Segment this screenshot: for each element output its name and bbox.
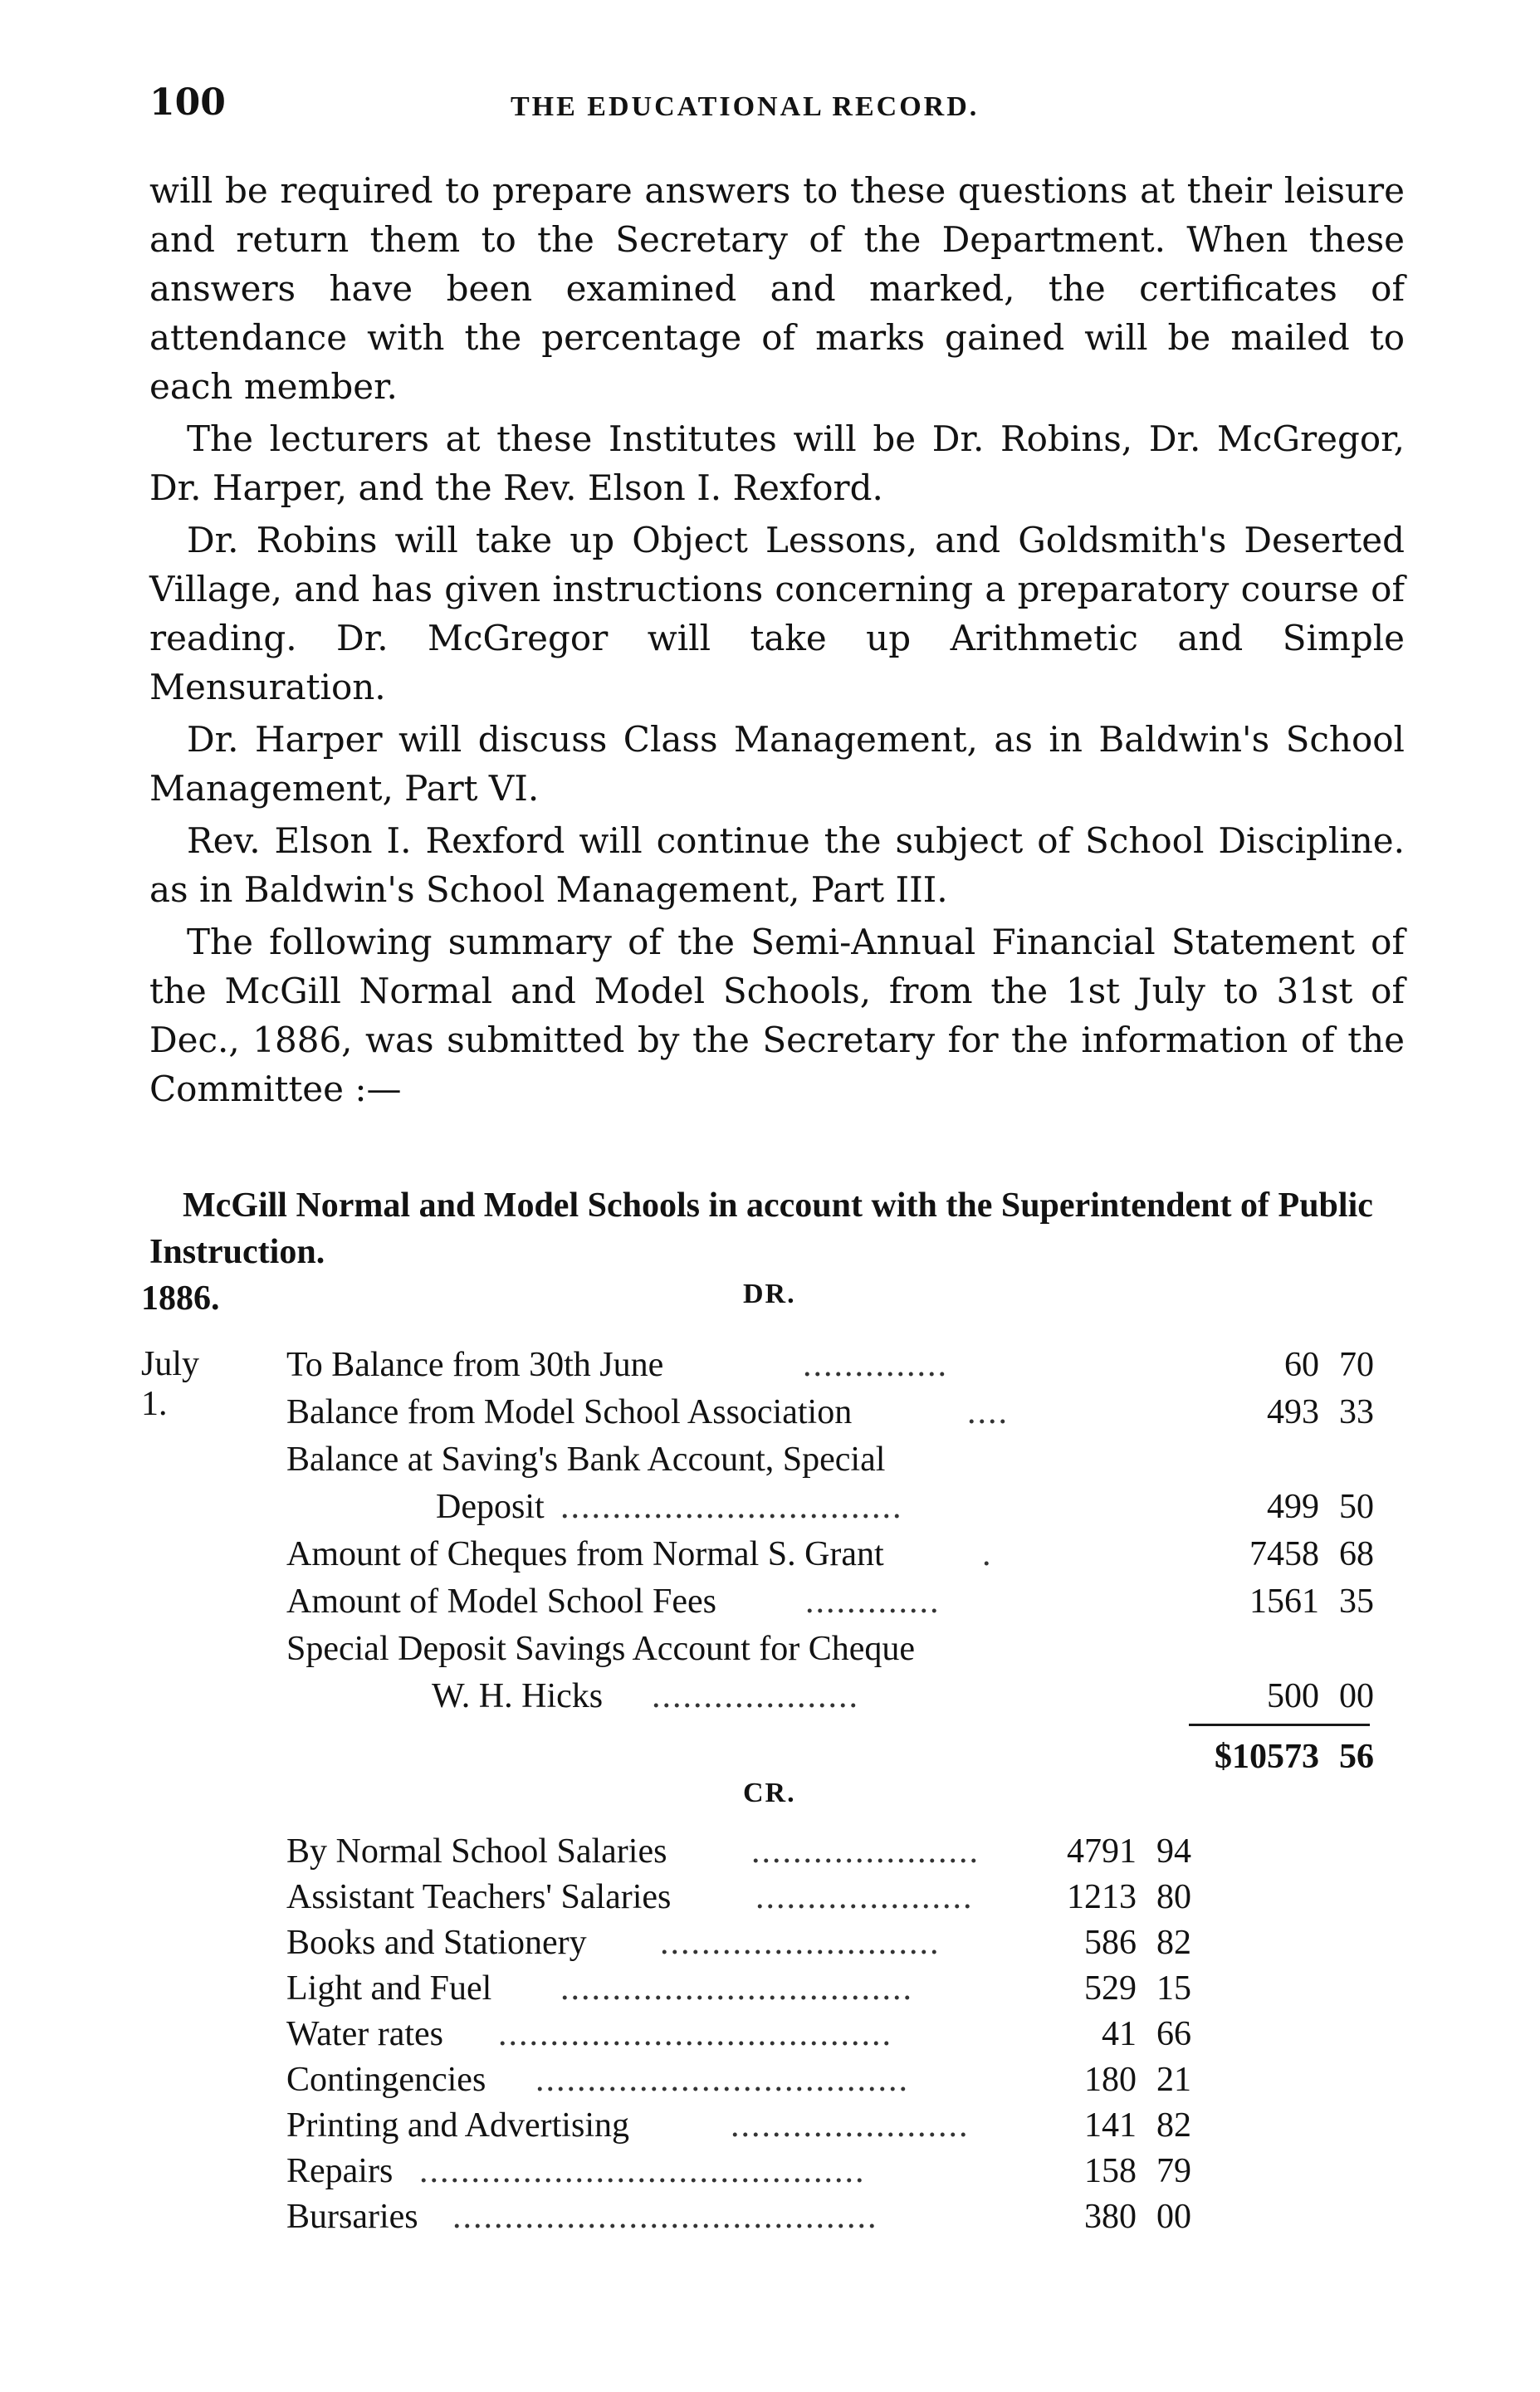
debit-heading: DR.: [743, 1279, 796, 1309]
dollars: 141: [1084, 2106, 1137, 2145]
credit-amount: [1084, 1968, 1191, 2009]
page-header: [149, 81, 1403, 131]
debit-amount: [1267, 1675, 1374, 1717]
dollars: 500: [1267, 1677, 1319, 1715]
credit-amount: [1084, 1922, 1191, 1964]
credit-amount: [1067, 1831, 1191, 1872]
debit-row: [286, 1439, 1374, 1480]
credit-description: Printing and Advertising: [286, 2106, 629, 2145]
credit-amount: [1102, 2013, 1191, 2055]
debit-row: [286, 1628, 1374, 1670]
dollars: 499: [1267, 1488, 1319, 1526]
credit-description: By Normal School Salaries: [286, 1832, 667, 1871]
credit-description: Assistant Teachers' Salaries: [286, 1878, 672, 1916]
debit-description: W. H. Hicks: [432, 1677, 604, 1715]
debit-description: Balance at Saving's Bank Account, Special: [286, 1441, 886, 1479]
leader-dots: ...........................................: [419, 2152, 866, 2190]
paragraph: Dr. Harper will discuss Class Management, as in Baldwin's School Management, Part VI.: [149, 719, 1405, 809]
cents: 94: [1156, 1832, 1191, 1871]
leader-dots: .....................: [755, 1878, 974, 1916]
credit-row: [286, 1831, 1191, 1872]
credit-row: [286, 2196, 1191, 2238]
dollars: 380: [1084, 2198, 1137, 2236]
dollars: 7458: [1249, 1535, 1319, 1573]
debit-row: [286, 1486, 1374, 1528]
credit-amount: [1084, 2196, 1191, 2238]
cents: 00: [1339, 1677, 1374, 1715]
dollars: 1561: [1249, 1582, 1319, 1621]
body-text: [149, 166, 1405, 1117]
credit-description: Repairs: [286, 2152, 394, 2190]
leader-dots: .......................: [731, 2106, 970, 2145]
cents: 79: [1156, 2152, 1191, 2190]
debit-amount: [1249, 1581, 1374, 1622]
statement-title: McGill Normal and Model Schools in account with the Superintendent of Public Instruction.: [149, 1186, 1373, 1271]
credit-row: [286, 1876, 1191, 1918]
debit-amount: [1284, 1344, 1374, 1386]
cents: 80: [1156, 1878, 1191, 1916]
dollars: 158: [1084, 2152, 1137, 2190]
debit-amount: [1249, 1534, 1374, 1575]
paragraph: The lecturers at these Institutes will be Dr. Robins, Dr. McGregor, Dr. Harper, and the Rev. Elson I. Rexford.: [149, 418, 1405, 508]
credit-description: Water rates: [286, 2015, 443, 2053]
credit-description: Books and Stationery: [286, 1924, 587, 1962]
debit-row: [286, 1675, 1374, 1717]
credit-description: Contingencies: [286, 2061, 486, 2099]
leader-dots: ....: [967, 1393, 1009, 1431]
leader-dots: ..............: [803, 1346, 948, 1384]
debit-description: Amount of Model School Fees: [286, 1582, 716, 1621]
cents: 82: [1156, 1924, 1191, 1962]
debit-amount: [1267, 1486, 1374, 1528]
cents: 21: [1156, 2061, 1191, 2099]
debit-description: Amount of Cheques from Normal S. Grant: [286, 1535, 884, 1573]
credit-amount: [1084, 2059, 1191, 2101]
debit-row: [286, 1534, 1374, 1575]
credit-heading: CR.: [743, 1778, 796, 1808]
credit-amount: [1084, 2105, 1191, 2146]
cents: 68: [1339, 1535, 1374, 1573]
dollars: 493: [1267, 1393, 1319, 1431]
paragraph: Rev. Elson I. Rexford will continue the subject of School Discipline. as in Baldwin's School Management, Part III.: [149, 820, 1405, 910]
leader-dots: .: [982, 1535, 993, 1573]
cents: 70: [1339, 1346, 1374, 1384]
cents: 00: [1156, 2198, 1191, 2236]
leader-dots: ......................: [751, 1832, 980, 1871]
credit-amount: [1067, 1876, 1191, 1918]
statement-year: 1886.: [141, 1279, 220, 1318]
cents: 33: [1339, 1393, 1374, 1431]
leader-dots: .................................: [560, 1488, 903, 1526]
debit-total: [1162, 1737, 1374, 1777]
dollars: 4791: [1067, 1832, 1137, 1871]
leader-dots: ......................................: [498, 2015, 892, 2053]
paragraph: will be required to prepare answers to these questions at their leisure and return them to the Secretary of the Department. When these answers have been examined and marked, the certificates of attendance with the percentage of marks gained will be mailed to each member.: [149, 170, 1405, 407]
debit-description: Balance from Model School Association: [286, 1393, 853, 1431]
paragraph: The following summary of the Semi-Annual Financial Statement of the McGill Normal and Model Schools, from the 1st July to 31st of Dec., 1886, was submitted by the Secretary for the information of the Committee :—: [149, 922, 1405, 1109]
total-cents: 56: [1339, 1738, 1374, 1776]
entry-date: July 1.: [141, 1345, 200, 1423]
leader-dots: .........................................: [452, 2198, 878, 2236]
debit-description: Special Deposit Savings Account for Cheque: [286, 1630, 916, 1668]
total-rule: [1189, 1724, 1370, 1726]
cents: 15: [1156, 1969, 1191, 2008]
debit-row: [286, 1581, 1374, 1622]
leader-dots: ....................................: [535, 2061, 909, 2099]
debit-description: To Balance from 30th June: [286, 1346, 664, 1384]
running-head: THE EDUCATIONAL RECORD.: [511, 91, 980, 122]
page-number: 100: [149, 81, 226, 124]
credit-row: [286, 2150, 1191, 2192]
cents: 35: [1339, 1582, 1374, 1621]
credit-description: Light and Fuel: [286, 1969, 492, 2008]
debit-row: [286, 1392, 1374, 1433]
dollars: 586: [1084, 1924, 1137, 1962]
credit-description: Bursaries: [286, 2198, 418, 2236]
credit-row: [286, 2105, 1191, 2146]
debit-description: Deposit: [436, 1488, 545, 1526]
dollars: 41: [1102, 2015, 1137, 2053]
total-dollars: $10573: [1215, 1738, 1319, 1776]
credit-row: [286, 1968, 1191, 2009]
debit-amount: [1267, 1392, 1374, 1433]
dollars: 529: [1084, 1969, 1137, 2008]
leader-dots: ..................................: [560, 1969, 913, 2008]
leader-dots: .............: [805, 1582, 941, 1621]
leader-dots: ....................: [652, 1677, 859, 1715]
credit-amount: [1084, 2150, 1191, 2192]
credit-row: [286, 1922, 1191, 1964]
leader-dots: ...........................: [660, 1924, 941, 1962]
cents: 66: [1156, 2015, 1191, 2053]
credit-row: [286, 2059, 1191, 2101]
dollars: 60: [1284, 1346, 1319, 1384]
debit-row: [286, 1344, 1374, 1386]
paragraph: Dr. Robins will take up Object Lessons, and Goldsmith's Deserted Village, and has given instructions concerning a preparatory course of reading. Dr. McGregor will take up Arithmetic and Simple Mensuration.: [149, 520, 1405, 707]
dollars: 1213: [1067, 1878, 1137, 1916]
credit-row: [286, 2013, 1191, 2055]
dollars: 180: [1084, 2061, 1137, 2099]
cents: 50: [1339, 1488, 1374, 1526]
cents: 82: [1156, 2106, 1191, 2145]
